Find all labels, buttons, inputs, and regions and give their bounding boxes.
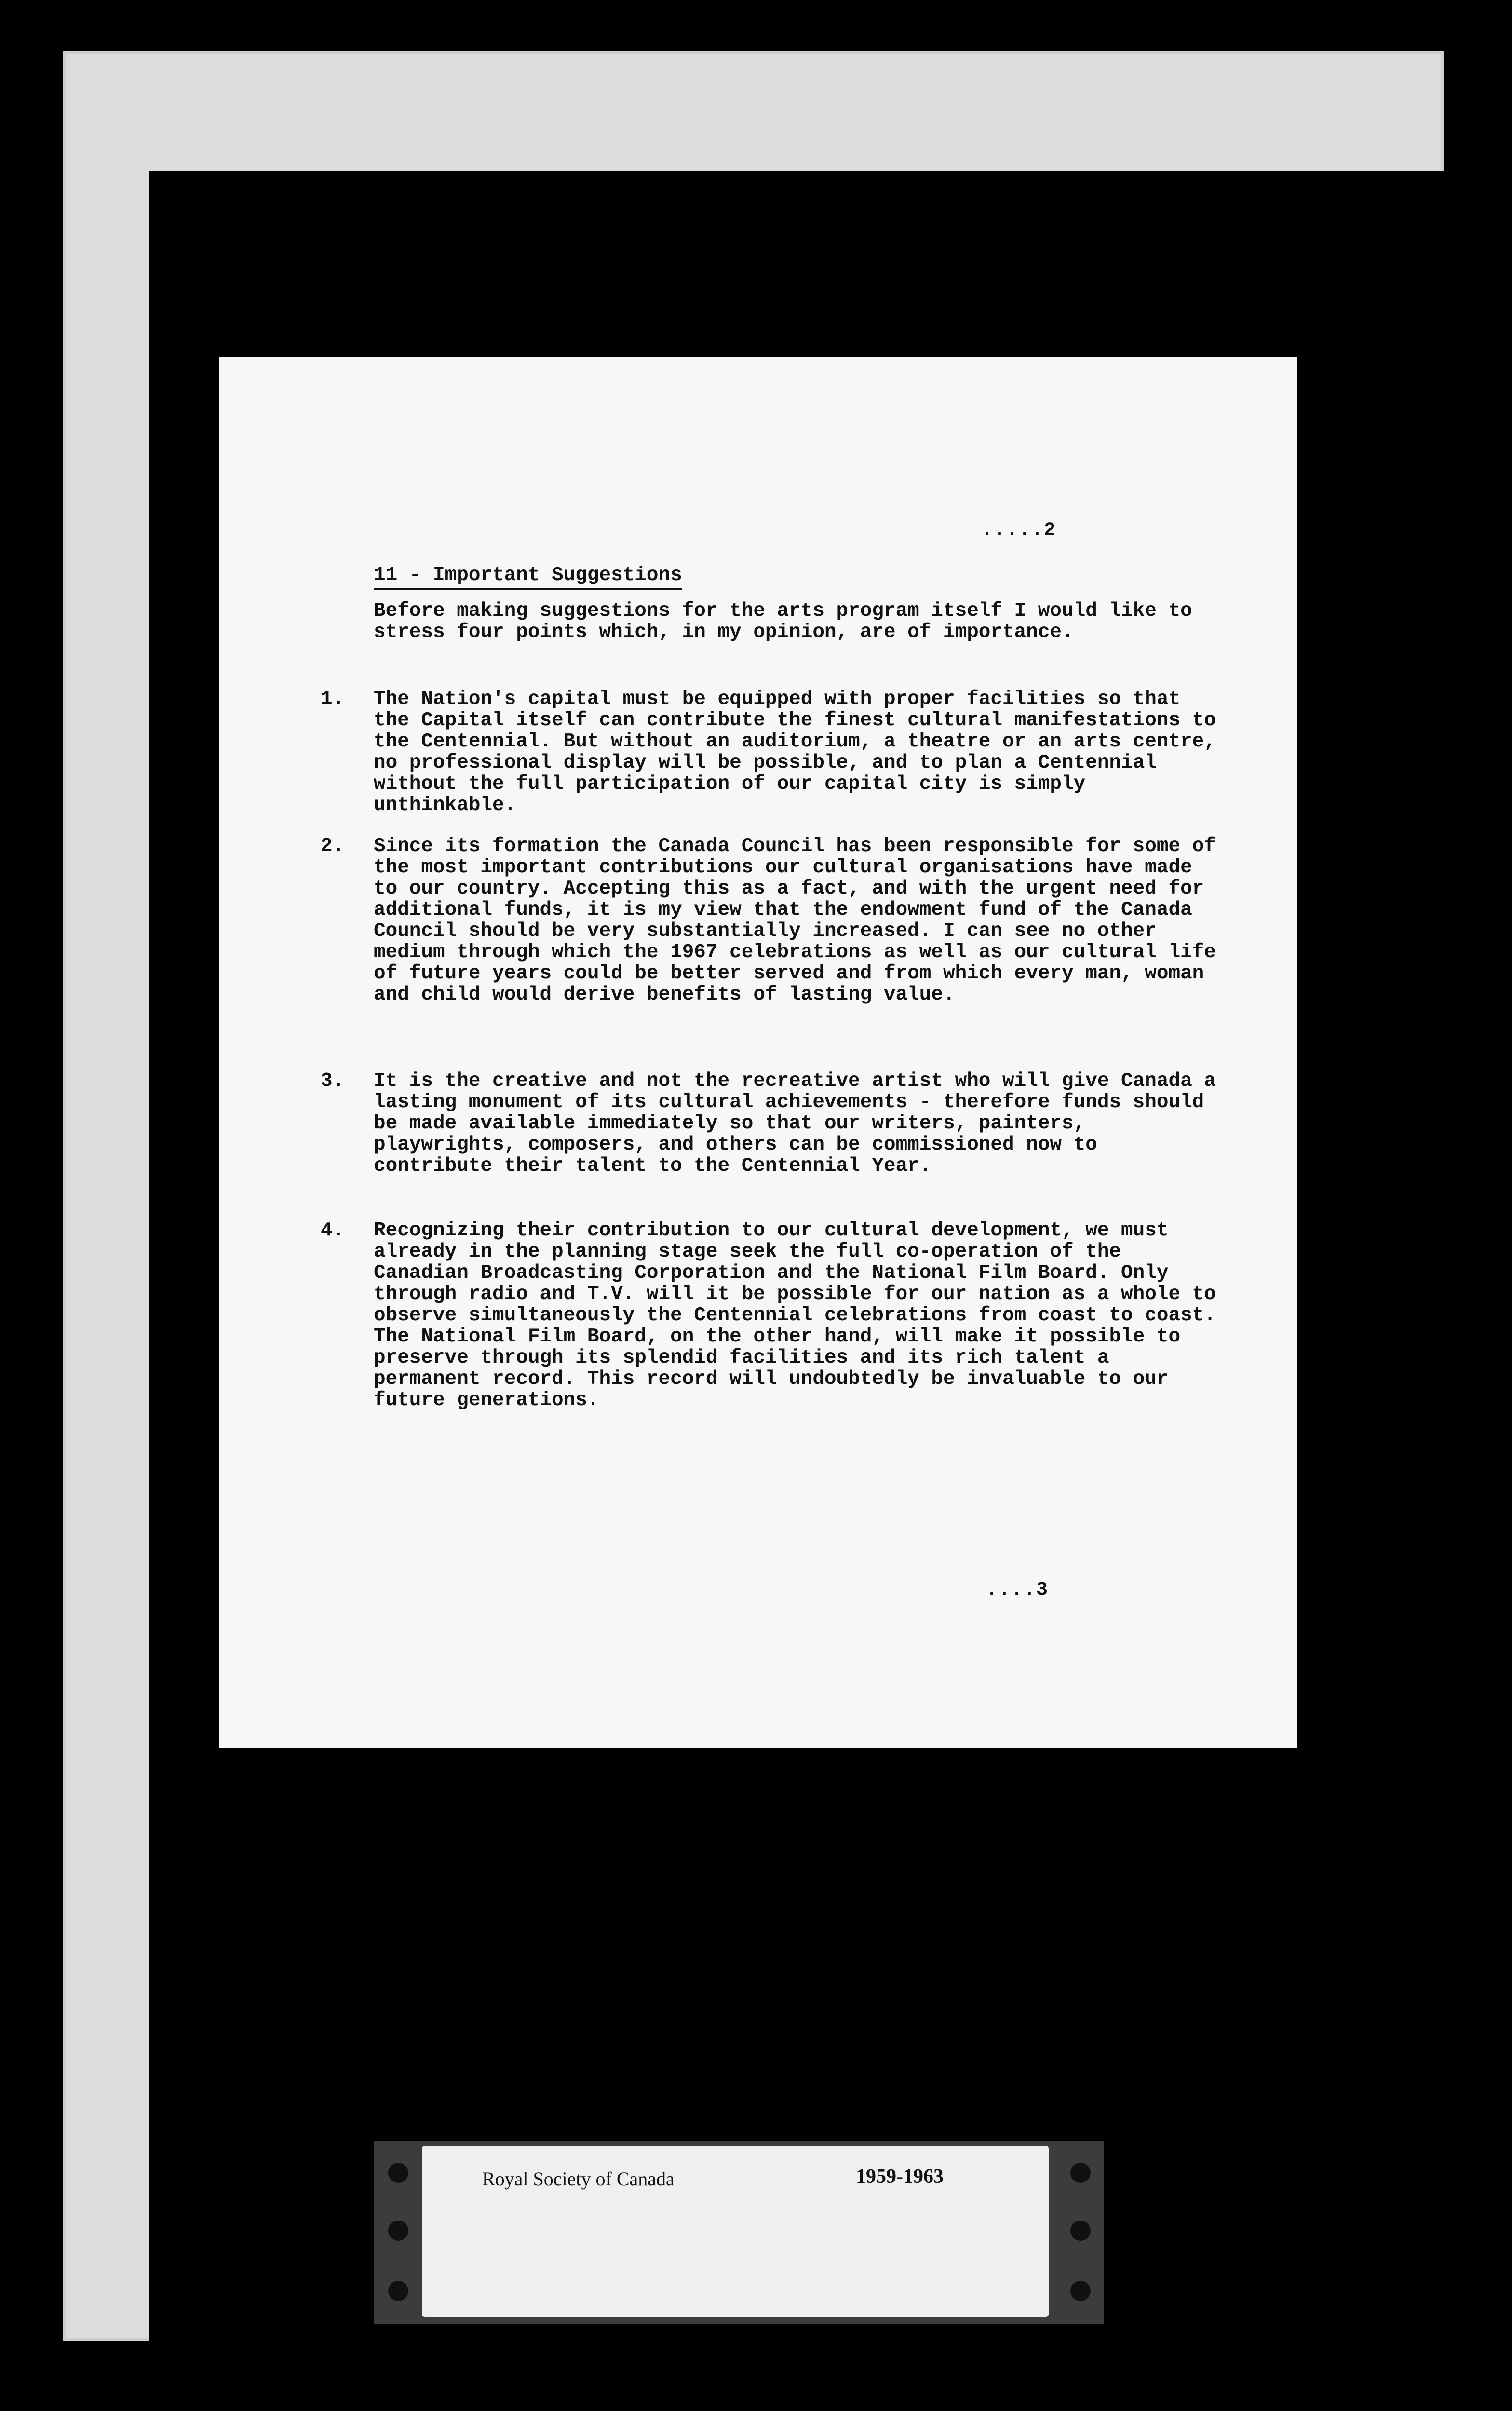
item-text: Since its formation the Canada Council has been responsible for some of the most important contributions our cultural organisations have made to our country. Accepting this as a fact, and with the urgent need for additional funds, it is my view that the endowment fund of the Canada Council should be very substantially increased. I can see no other medium through which the 1967 celebrations as well as our cultural life of future years could be better served and from which every man, woman and child would derive benefits of lasting value. xyxy=(374,835,1216,1006)
item-text: It is the creative and not the recreative artist who will give Canada a lasting monument of its cultural achievements - therefore funds should be made available immediately so that our writers, painters, playwrights, composers, and others can be commissioned now to contribute their talent to the Centennial Year. xyxy=(374,1070,1216,1177)
film-hole-icon xyxy=(1070,2163,1091,2183)
film-hole-icon xyxy=(388,2163,408,2183)
film-hole-icon xyxy=(1070,2281,1091,2301)
archive-organization: Royal Society of Canada xyxy=(482,2168,675,2190)
film-hole-icon xyxy=(388,2221,408,2241)
item-number: 3. xyxy=(321,1070,345,1092)
item-text: Recognizing their contribution to our cultural development, we must already in the planning stage seek the full co-operation of the Canadian Broadcasting Corporation and the National Film Board. Only through radio and T.V. will it be possible for our nation as a whole to observe simultaneously the Centennial celebrations from coast to coast. The National Film Board, on the other hand, will make it possible to preserve through its splendid facilities and its rich talent a permanent record. This record will undoubtedly be invaluable to our future generations. xyxy=(374,1219,1216,1411)
page-number-bottom: ....3 xyxy=(986,1579,1049,1601)
film-hole-icon xyxy=(388,2281,408,2301)
page-number-top: .....2 xyxy=(981,520,1057,542)
item-number: 2. xyxy=(321,835,345,857)
archive-label-card xyxy=(422,2146,1049,2317)
film-hole-icon xyxy=(1070,2221,1091,2241)
archive-years: 1959-1963 xyxy=(856,2166,944,2188)
archive-label-strip xyxy=(374,2141,1104,2324)
item-number: 4. xyxy=(321,1219,345,1242)
intro-paragraph: Before making suggestions for the arts program itself I would like to stress four points which, in my opinion, are of importance. xyxy=(374,600,1192,643)
item-text: The Nation's capital must be equipped with proper facilities so that the Capital itself can contribute the finest cultural manifestations to the Centennial. But without an auditorium, a theatre or an arts centre, no professional display will be possible, and to plan a Centennial without the full participation of our capital city is simply unthinkable. xyxy=(374,688,1216,816)
section-heading: 11 - Important Suggestions xyxy=(374,564,682,590)
item-number: 1. xyxy=(321,688,345,710)
document-page xyxy=(219,357,1297,1748)
